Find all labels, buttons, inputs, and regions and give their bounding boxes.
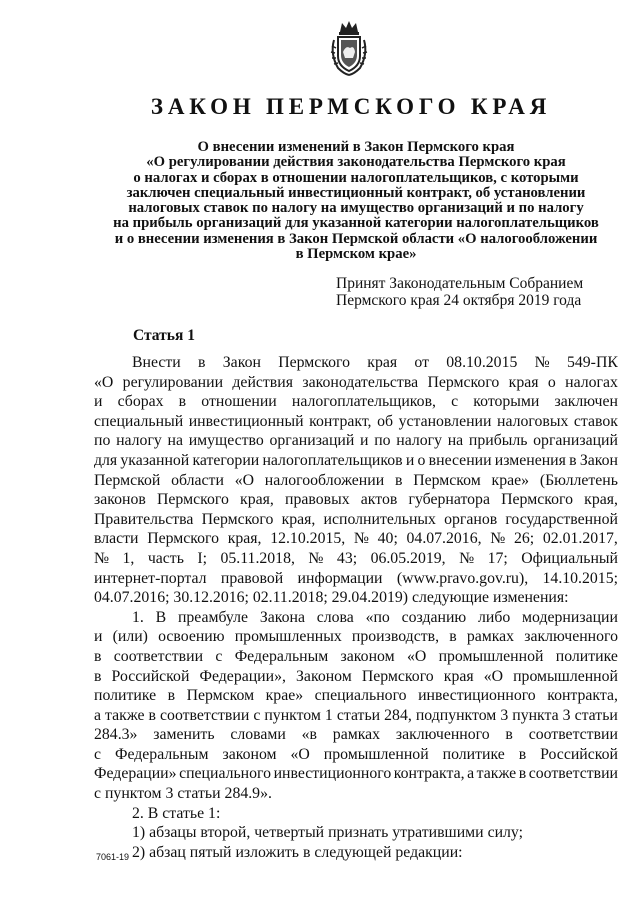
body-word: информации xyxy=(297,569,383,587)
body-word: 08.10.2015 xyxy=(446,354,518,371)
body-word: установлении xyxy=(398,412,492,430)
body-word: заключен xyxy=(554,393,618,411)
body-word: № xyxy=(459,549,475,567)
heading-line: «О регулировании действия законодательства Пермского края xyxy=(146,154,566,171)
body-word: в xyxy=(518,745,527,763)
adoption-line: Пермского края 24 октября 2019 года xyxy=(336,292,582,309)
body-word: специальный xyxy=(94,412,184,430)
body-word: для xyxy=(94,451,118,469)
body-word: пунктом xyxy=(264,706,321,724)
body-word: государственной xyxy=(505,510,618,528)
body-word: 40; xyxy=(377,530,398,548)
body-line xyxy=(94,431,618,451)
body-word: указанной xyxy=(120,451,190,469)
body-word: Законом xyxy=(296,667,352,685)
body-word: преамбуле xyxy=(177,608,249,626)
body-word: правовой xyxy=(220,569,284,587)
body-word: № xyxy=(534,354,550,371)
body-line xyxy=(94,706,618,726)
body-word: имущество xyxy=(188,432,264,450)
body-word: 3 xyxy=(500,706,509,724)
body-word: либо xyxy=(478,608,511,626)
body-word: законодательства xyxy=(302,373,419,391)
body-word: подпунктом xyxy=(415,706,497,724)
article-body xyxy=(94,353,618,862)
body-word: от xyxy=(414,354,430,371)
body-word: Закона xyxy=(259,608,305,626)
body-word: Федерации», xyxy=(199,667,286,685)
body-line xyxy=(94,686,618,706)
body-word: прибыль xyxy=(468,432,528,450)
body-word: часть xyxy=(147,549,184,567)
body-word: 1, xyxy=(122,549,135,567)
body-word: налогоплательщиков xyxy=(262,451,403,469)
body-word: отношении xyxy=(201,393,277,411)
body-line xyxy=(94,510,618,530)
body-word: В xyxy=(155,608,167,626)
body-word: Пермского xyxy=(278,354,351,371)
body-line xyxy=(94,490,618,510)
body-line xyxy=(94,608,618,628)
body-word: в xyxy=(94,667,102,685)
body-word: специального xyxy=(179,765,272,783)
body-word: соответствии xyxy=(528,765,618,783)
body-word: 26; xyxy=(513,530,535,548)
body-word: модернизации xyxy=(522,608,618,626)
body-word: освоению xyxy=(158,628,225,646)
body-word: Внести xyxy=(132,354,181,371)
body-word: интернет-портал xyxy=(94,569,207,587)
body-word: специального xyxy=(314,687,407,705)
body-word: соответствии xyxy=(528,726,618,744)
body-word: края, xyxy=(584,491,618,509)
body-word: в xyxy=(449,628,457,646)
body-word: Закон xyxy=(579,451,618,469)
body-word: 2. В статье 1: xyxy=(132,804,221,822)
body-word: промышленной xyxy=(323,745,429,763)
body-word: «в xyxy=(301,726,317,744)
body-word: на xyxy=(447,432,464,450)
body-word: политике xyxy=(94,687,157,705)
body-word: промышленной xyxy=(513,667,618,685)
body-word: 12.10.2015, xyxy=(270,530,346,548)
body-word: № xyxy=(308,549,324,567)
body-line xyxy=(94,353,618,373)
body-word: организаций xyxy=(269,432,355,450)
body-word: Пермского xyxy=(157,491,229,509)
body-word: области xyxy=(171,471,224,489)
body-word: крае» xyxy=(491,471,530,489)
body-word: в xyxy=(167,687,176,705)
body-word: соответствии xyxy=(113,647,204,665)
body-word: Пермского xyxy=(427,373,500,391)
body-word: Пермского xyxy=(201,510,274,528)
heading-line: и о внесении изменения в Закон Пермской области «О налогообложении xyxy=(114,230,598,247)
body-word: налоговых xyxy=(497,412,569,430)
body-word: промышленных xyxy=(234,628,342,646)
adoption-note xyxy=(336,275,583,309)
body-word: Пермского xyxy=(361,667,434,685)
body-word: законов xyxy=(94,491,146,509)
body-word: края xyxy=(508,373,539,391)
body-word: Федерации» xyxy=(94,765,177,783)
body-word: (Бюллетень xyxy=(539,471,618,489)
coat-of-arms-icon xyxy=(326,18,372,78)
adoption-line: Принят Законодательным Собранием xyxy=(336,275,584,292)
body-line xyxy=(94,823,618,843)
body-word: Пермском xyxy=(413,471,481,489)
body-line xyxy=(94,588,618,608)
body-word: созданию xyxy=(401,608,467,626)
body-word: заключенного xyxy=(395,726,490,744)
body-word: рамках xyxy=(332,726,381,744)
document-code: 7061-19 xyxy=(96,852,130,862)
body-word: Федеральным xyxy=(234,647,329,665)
law-title: ЗАКОН ПЕРМСКОГО КРАЯ xyxy=(150,94,552,119)
body-word: 284, xyxy=(384,706,412,724)
body-word: статьи xyxy=(574,706,618,724)
body-word: промышленной xyxy=(438,647,544,665)
body-word: по xyxy=(94,432,111,450)
body-word: ставок xyxy=(573,412,618,430)
body-word: слова xyxy=(316,608,354,626)
body-word: края, xyxy=(281,510,316,528)
body-word: рамках xyxy=(466,628,515,646)
article-title: Статья 1 xyxy=(133,327,195,344)
body-line xyxy=(94,549,618,569)
body-word: (www.pravo.gov.ru), xyxy=(396,569,529,587)
body-word: изменения xyxy=(494,451,566,469)
body-word: налогообложении xyxy=(264,471,385,489)
body-word: «О xyxy=(234,471,254,489)
body-word: а xyxy=(467,765,475,783)
body-line xyxy=(94,804,618,824)
body-word: законом xyxy=(340,647,395,665)
heading-line: о налогах и сборах в отношении налогоплательщиков, с которыми xyxy=(133,169,579,186)
heading-line: заключен специальный инвестиционный контракт, об установлении xyxy=(126,184,586,201)
body-line xyxy=(94,569,618,589)
body-word: в xyxy=(148,706,157,724)
body-word: в xyxy=(569,451,577,469)
body-word: инвестиционный xyxy=(188,412,304,430)
body-word: Пермской xyxy=(94,471,161,489)
body-word: с xyxy=(253,706,261,724)
body-word: «по xyxy=(365,608,390,626)
body-word: инвестиционного xyxy=(418,687,536,705)
body-word: (или) xyxy=(112,628,148,646)
body-word: Федеральным xyxy=(114,745,209,763)
body-word: с xyxy=(215,647,223,665)
body-word: 1 xyxy=(324,706,333,724)
body-line xyxy=(94,667,618,687)
body-word: 549-ПК xyxy=(566,354,618,371)
body-word: внесении xyxy=(428,451,492,469)
body-word: заменить xyxy=(153,726,215,744)
body-word: края, xyxy=(227,530,262,548)
heading-line: О внесении изменений в Закон Пермского края xyxy=(197,139,515,155)
body-word: с xyxy=(451,393,459,411)
body-word: словами xyxy=(230,726,286,744)
body-word: статьи xyxy=(336,706,381,724)
body-word: контракта, xyxy=(393,765,465,783)
body-word: края, xyxy=(240,491,274,509)
body-word: сборах xyxy=(117,393,164,411)
body-word: с пунктом 3 статьи 284.9». xyxy=(94,785,272,803)
heading-line: налоговых ставок по налогу на имущество организаций и по налогу xyxy=(128,200,584,217)
heading-line: в Пермском крае» xyxy=(295,246,417,263)
body-word: края xyxy=(443,667,474,685)
body-line xyxy=(94,471,618,491)
body-word: и xyxy=(405,451,415,469)
body-word: с xyxy=(94,745,102,763)
body-word: 05.11.2018, xyxy=(220,549,295,567)
body-word: инвестиционного xyxy=(273,765,392,783)
body-line xyxy=(94,647,618,667)
body-word: соответствии xyxy=(160,706,250,724)
body-line xyxy=(94,529,618,549)
body-word: Пермского xyxy=(147,530,220,548)
body-word: налогоплательщиков, xyxy=(291,393,436,411)
body-word: органов xyxy=(444,510,498,528)
body-line xyxy=(94,392,618,412)
body-word: I; xyxy=(197,549,208,567)
body-word: и xyxy=(94,628,103,646)
body-word: политике xyxy=(442,745,505,763)
body-word: заключенного xyxy=(524,628,618,646)
body-word: «О xyxy=(290,745,310,763)
body-word: и xyxy=(94,393,103,411)
body-word: 43; xyxy=(336,549,358,567)
body-word: и xyxy=(360,432,369,450)
body-word: Российской xyxy=(111,667,190,685)
body-word: № xyxy=(353,530,369,548)
body-word: законом xyxy=(222,745,277,763)
body-word: Правительства xyxy=(94,510,194,528)
body-word: 1. xyxy=(132,608,144,626)
body-word: «О xyxy=(94,373,114,391)
body-word: в xyxy=(518,765,527,783)
body-word: исполнительных xyxy=(323,510,436,528)
body-word: о xyxy=(417,451,426,469)
body-word: контракт, xyxy=(309,412,372,430)
body-word: «О xyxy=(406,647,427,665)
law-heading xyxy=(96,140,616,262)
body-word: организаций xyxy=(533,432,618,450)
body-line xyxy=(94,412,618,432)
body-word: 04.07.2016; 30.12.2016; 02.11.2018; 29.04.2019) следующие изменения: xyxy=(94,589,569,607)
body-word: Закон xyxy=(222,354,261,371)
body-word: в xyxy=(505,726,513,744)
body-line xyxy=(94,451,618,471)
body-word: контракта, xyxy=(547,687,618,705)
body-word: а xyxy=(94,706,102,724)
body-word: 02.01.2017, xyxy=(542,530,618,548)
body-word: № xyxy=(490,530,506,548)
body-word: крае» xyxy=(265,687,304,705)
body-line xyxy=(94,373,618,393)
body-word: 04.07.2016, xyxy=(406,530,482,548)
body-word: о xyxy=(547,373,556,391)
body-line xyxy=(94,764,618,784)
body-word: категории xyxy=(192,451,260,469)
body-line xyxy=(94,843,618,863)
body-line xyxy=(94,784,618,804)
body-word: Российской xyxy=(540,745,618,763)
body-line xyxy=(94,745,618,765)
body-word: действия xyxy=(232,373,293,391)
body-line xyxy=(94,627,618,647)
heading-line: на прибыль организаций для указанной категории налогоплательщиков xyxy=(113,215,599,232)
body-word: об xyxy=(377,412,393,430)
body-word: правовых xyxy=(285,491,350,509)
body-word: края xyxy=(367,354,398,371)
body-word: которыми xyxy=(473,393,540,411)
body-word: на xyxy=(167,432,183,450)
body-word: в xyxy=(94,647,102,665)
body-word: в xyxy=(198,354,206,371)
body-word: регулировании xyxy=(122,373,224,391)
body-word: по xyxy=(374,432,391,450)
body-word: власти xyxy=(94,530,139,548)
body-word: Пермского xyxy=(501,491,573,509)
body-word: Пермском xyxy=(186,687,255,705)
body-word: 14.10.2015; xyxy=(542,569,618,587)
body-word: 06.05.2019, xyxy=(370,549,446,567)
body-word: политике xyxy=(555,647,618,665)
body-word: Официальный xyxy=(521,549,618,567)
body-word: 2) абзац пятый изложить в следующей редакции: xyxy=(132,843,463,861)
body-word: губернатора xyxy=(408,491,490,509)
body-word: пункта xyxy=(512,706,559,724)
body-word: № xyxy=(94,549,110,567)
body-word: 1) абзацы второй, четвертый признать утратившими силу; xyxy=(132,824,523,842)
body-word: налогу xyxy=(396,432,443,450)
body-word: актов xyxy=(360,491,398,509)
body-word: 17; xyxy=(487,549,508,567)
body-word: также xyxy=(105,706,145,724)
body-word: «О xyxy=(483,667,504,685)
body-word: налогах xyxy=(565,373,618,391)
body-word: производств, xyxy=(351,628,440,646)
body-word: налогу xyxy=(116,432,162,450)
body-word: в xyxy=(394,471,403,489)
body-word: также xyxy=(476,765,517,783)
body-word: в xyxy=(178,393,187,411)
body-word: 3 xyxy=(562,706,571,724)
body-word: 284.3» xyxy=(94,726,138,744)
body-line xyxy=(94,725,618,745)
